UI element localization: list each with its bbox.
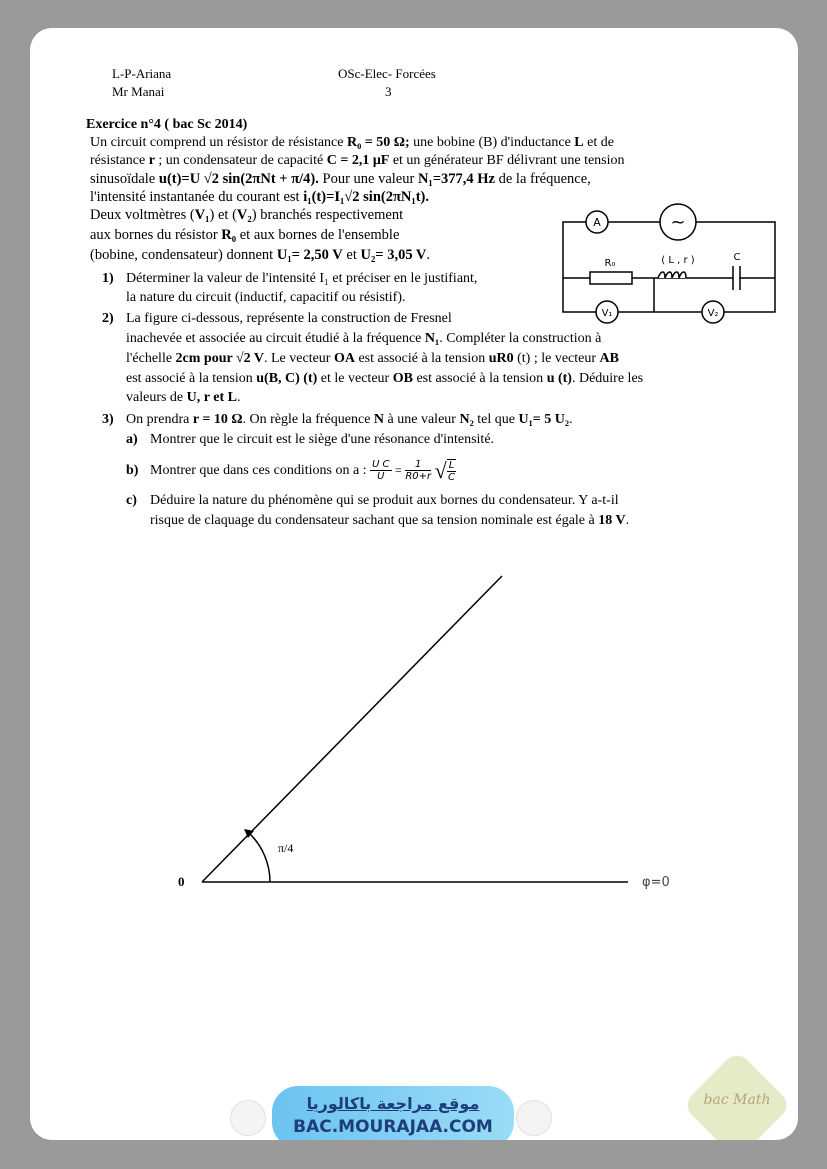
question-3b-label: b) (126, 463, 139, 478)
intro-line-1: Un circuit comprend un résistor de résistance R₀ = 50 Ω; une bobine (B) d'inductance L et de (90, 135, 614, 150)
fresnel-oblique-line (202, 576, 502, 882)
voltmeter-2-label: V₂ (707, 308, 719, 319)
question-2-line-2: inachevée et associée au circuit étudié à la fréquence N₁. Compléter la construction à (126, 331, 602, 346)
intro-line-2: résistance r ; un condensateur de capacité C = 2,1 μF et un générateur BF délivrant une tension (90, 153, 625, 168)
document-page (30, 28, 798, 1140)
question-3c-line-1: Déduire la nature du phénomène qui se produit aux bornes du condensateur. Y a-t-il (150, 493, 619, 508)
school-name: L-P-Ariana (112, 66, 172, 81)
site-banner[interactable] (272, 1086, 514, 1140)
site-banner-url: BAC.MOURAJAA.COM (293, 1117, 493, 1137)
intro-line-5: Deux voltmètres (V₁) et (V₂) branchés respectivement (90, 207, 404, 223)
question-3c-label: c) (126, 493, 137, 508)
angle-label: π/4 (278, 841, 294, 855)
intro-line-3: sinusoïdale u(t)=U √2 sin(2πNt + π/4). Pour une valeur N₁=377,4 Hz de la fréquence, (90, 171, 591, 187)
question-3-line-1: On prendra r = 10 Ω. On règle la fréquence N à une valeur N₂ tel que U₁= 5 U₂. (126, 412, 573, 427)
question-3-number: 3) (102, 412, 114, 427)
generator-label: ~ (670, 212, 686, 233)
voltmeter-1-label: V₁ (601, 308, 613, 319)
coil-label: ( L , r ) (661, 255, 695, 266)
question-3b-text: Montrer que dans ces conditions on a : $\frac{\text{U C}}{U}$ = $\frac{1}{R0+r}$ √ $\frac{L}{C}$ (150, 457, 455, 483)
subject-title: OSc-Elec- Forcées (338, 66, 436, 81)
phase-axis-label: φ=0 (642, 875, 670, 890)
formula-uc-over-u: $\frac{\text{U C}}{U}$ (372, 459, 390, 483)
question-1-line-1: Déterminer la valeur de l'intensité I₁ et préciser en le justifiant, (126, 271, 478, 286)
circuit-diagram (558, 200, 780, 324)
ammeter-label: A (593, 216, 601, 229)
formula-one-over-r: $\frac{1}{R0+r}$ (405, 459, 432, 483)
teacher-name: Mr Manai (112, 84, 165, 99)
intro-line-6: aux bornes du résistor R₀ et aux bornes de l'ensemble (90, 227, 400, 243)
bac-math-logo-text: bac Math (703, 1092, 771, 1108)
question-3a-label: a) (126, 432, 138, 447)
question-2-line-1: La figure ci-dessous, représente la construction de Fresnel (126, 311, 452, 326)
question-1-line-2: la nature du circuit (inductif, capacitif ou résistif). (126, 290, 406, 305)
intro-line-4: l'intensité instantanée du courant est i₁(t)=I₁√2 sin(2πN₁t). (90, 189, 430, 205)
question-3c-line-2: risque de claquage du condensateur sachant que sa tension nominale est égale à 18 V. (150, 513, 630, 528)
resistor-icon (590, 272, 632, 284)
intro-line-7: (bobine, condensateur) donnent U₁= 2,50 V et U₂= 3,05 V. (90, 247, 431, 263)
question-2-line-5: valeurs de U, r et L. (126, 390, 241, 405)
question-2-line-4: est associé à la tension u(B, C) (t) et le vecteur OB est associé à la tension u (t). Déduire les (126, 371, 644, 386)
capacitor-label: C (733, 252, 741, 263)
question-3a-text: Montrer que le circuit est le siège d'une résonance d'intensité. (150, 432, 495, 447)
formula-sqrt-l-over-c: $\frac{L}{C}$ (448, 459, 455, 483)
angle-arc (250, 834, 270, 882)
left-site-logo-icon (230, 1100, 266, 1136)
exercise-title: Exercice n°4 ( bac Sc 2014) (86, 117, 248, 132)
right-site-logo-icon (516, 1100, 552, 1136)
fresnel-diagram (170, 568, 690, 898)
resistor-label: R₀ (604, 258, 616, 269)
coil-icon (658, 272, 686, 278)
site-banner-arabic: موقع مراجعة باكالوريا (306, 1094, 480, 1113)
origin-label: 0 (178, 874, 185, 889)
page-number: 3 (385, 84, 392, 99)
question-2-line-3: l'échelle 2cm pour √2 V. Le vecteur OA est associé à la tension uR0 (t) ; le vecteur AB (126, 351, 619, 366)
question-2-number: 2) (102, 311, 114, 326)
question-1-number: 1) (102, 271, 114, 286)
